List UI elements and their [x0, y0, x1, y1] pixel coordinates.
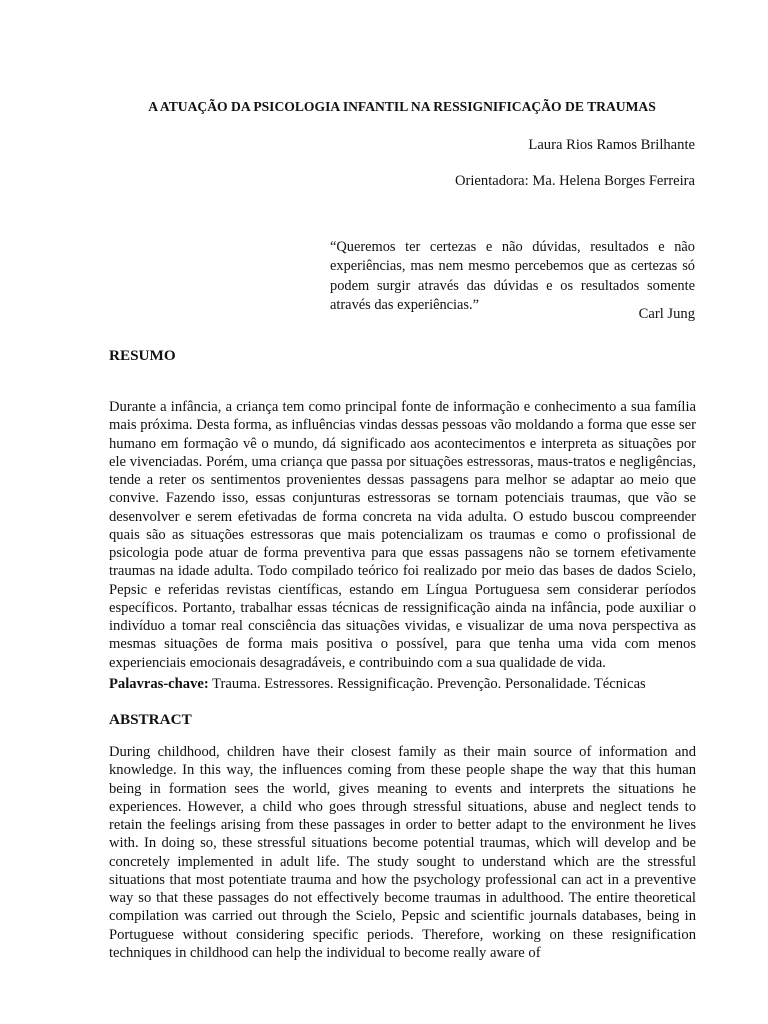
resumo-text: Durante a infância, a criança tem como principal fonte de informação e conhecimento a sua família mais próxima. Desta forma, as influências vindas dessas pessoas vão moldando a forma que esse ser humano em formação vê o mundo, dá significado aos acontecimentos e interpreta as situações por ele vivenciadas. Porém, uma criança que passa por situações estressoras, maus-tratos e negligências, tende a reter os sentimentos provenientes dessas passagens para melhor se adaptar ao meio que convive. Fazendo isso, essas conjunturas estressoras se tornam potenciais traumas, que vão se desenvolver e serem efetivadas de forma concreta na vida adulta. O estudo buscou compreender quais são as situações estressoras que mais potencializam os traumas e como o profissional de psicologia pode atuar de forma preventiva para que essas passagens não se tornem efetivamente traumas na idade adulta. Todo compilado teórico foi realizado por meio das bases de dados Scielo, Pepsic e referidas revistas científicas, estando em Língua Portuguesa sem considerar períodos específicos. Portanto, trabalhar essas técnicas de ressignificação ainda na infância, pode auxiliar o indivíduo a tomar real consciência das situações vividas, e visualizar de uma nova perspectiva as mesmas situações de forma mais positiva o possível, para que tenha uma vida com menos experienciais emocionais desagradáveis, e contribuindo com a sua qualidade de vida.	[109, 399, 696, 671]
resumo-heading: RESUMO	[109, 347, 176, 364]
abstract-text: During childhood, children have their closest family as their main source of information and knowledge. In this way, the influences coming from these people shape the way that this human being in formation sees the world, gives meaning to events and interprets the situations he experiences. However, a child who goes through stressful situations, abuse and neglect tends to retain the feelings arising from these passages in order to better adapt to the environment he lives with. In doing so, these stressful situations become potential traumas, which will develop and be concretely implemented in adult life. The study sought to understand which are the stressful situations that most potentiate trauma and how the psychology professional can act in a preventive way so that these passages do not effectively become traumas in adulthood. The entire theoretical compilation was carried out through the Scielo, Pepsic and scientific journals databases, being in Portuguese without considering specific periods. Therefore, working on these resignification techniques in childhood can help the individual to become really aware of	[109, 744, 696, 961]
abstract-heading: ABSTRACT	[109, 711, 192, 728]
advisor-name: Orientadora: Ma. Helena Borges Ferreira	[454, 173, 695, 189]
paper-title: A ATUAÇÃO DA PSICOLOGIA INFANTIL NA RESSIGNIFICAÇÃO DE TRAUMAS	[148, 99, 656, 114]
keywords-label: Palavras-chave:	[109, 676, 209, 692]
keywords-line	[109, 676, 709, 693]
epigraph-quote: “Queremos ter certezas e não dúvidas, resultados e não experiências, mas nem mesmo percebemos que as certezas só podem surgir através das dúvidas e os resultados somente através das experiências.”	[330, 239, 695, 314]
epigraph-author: Carl Jung	[638, 306, 695, 322]
keywords-list: Trauma. Estressores. Ressignificação. Prevenção. Personalidade. Técnicas	[212, 676, 646, 692]
author-name: Laura Rios Ramos Brilhante	[528, 137, 695, 153]
